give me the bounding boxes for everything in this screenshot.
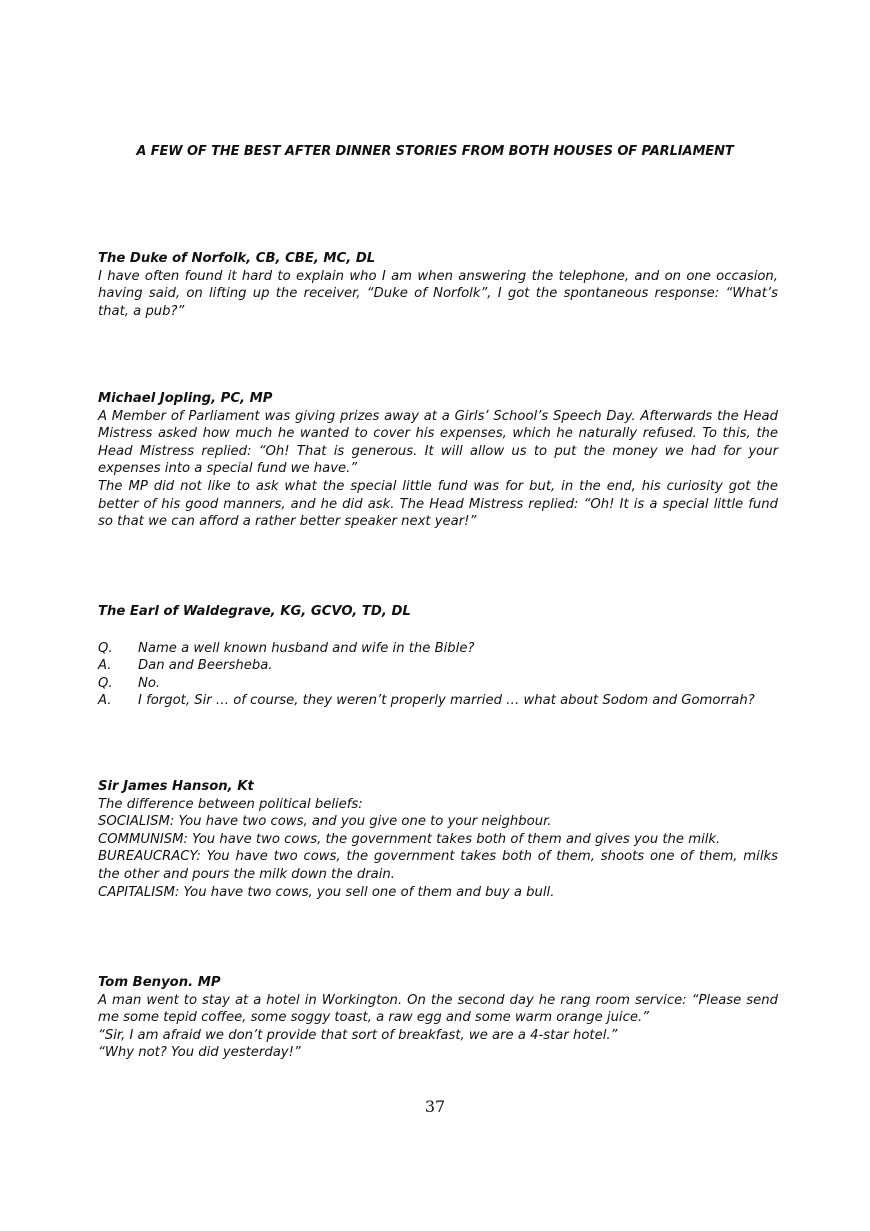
story-waldegrave bbox=[98, 603, 778, 710]
page-number: 37 bbox=[424, 1097, 446, 1116]
qa-marker: Q. bbox=[98, 675, 113, 691]
qa-item bbox=[98, 675, 778, 693]
qa-item bbox=[98, 692, 778, 710]
qa-text: I forgot, Sir … of course, they weren’t properly married … what about Sodom and Gomorrah? bbox=[138, 693, 755, 709]
story-author: Michael Jopling, PC, MP bbox=[98, 391, 273, 406]
story-paragraph: A man went to stay at a hotel in Workington. On the second day he rang room service: “Please send me some tepid coffee, some soggy toast, a raw egg and some warm orange juice.” bbox=[98, 992, 778, 1026]
story-paragraph: SOCIALISM: You have two cows, and you give one to your neighbour. bbox=[98, 814, 552, 830]
qa-marker: A. bbox=[98, 658, 112, 674]
story-paragraph: The difference between political beliefs: bbox=[98, 796, 363, 812]
page-title: A FEW OF THE BEST AFTER DINNER STORIES FROM BOTH HOUSES OF PARLIAMENT bbox=[136, 144, 734, 159]
story-paragraph: A Member of Parliament was giving prizes away at a Girls’ School’s Speech Day. Afterwards the Head Mistress asked how much he wanted to cover his expenses, which he naturally refused. To this, the Head Mistress replied: “Oh! That is generous. It will allow us to put the money we had for your expenses into a special fund we have.” bbox=[98, 408, 778, 477]
story-paragraph: I have often found it hard to explain who I am when answering the telephone, and on one occasion, having said, on lifting up the receiver, “Duke of Norfolk”, I got the spontaneous response: “What’s that, a pub?” bbox=[98, 268, 778, 319]
story-paragraph: “Sir, I am afraid we don’t provide that sort of breakfast, we are a 4-star hotel.” bbox=[98, 1027, 618, 1043]
qa-marker: A. bbox=[98, 693, 112, 709]
qa-item bbox=[98, 657, 778, 675]
story-jopling bbox=[98, 390, 778, 531]
qa-text: Name a well known husband and wife in the Bible? bbox=[138, 640, 475, 656]
story-author: Tom Benyon. MP bbox=[98, 975, 221, 990]
qa-text: No. bbox=[138, 675, 161, 691]
story-paragraph: COMMUNISM: You have two cows, the government takes both of them and gives you the milk. bbox=[98, 831, 721, 847]
story-author: The Earl of Waldegrave, KG, GCVO, TD, DL bbox=[98, 604, 411, 619]
story-paragraph: BUREAUCRACY: You have two cows, the government takes both of them, shoots one of them, milks the other and pours the milk down the drain. bbox=[98, 849, 778, 882]
qa-item bbox=[98, 640, 778, 658]
qa-text: Dan and Beersheba. bbox=[138, 658, 273, 674]
story-author: Sir James Hanson, Kt bbox=[98, 779, 254, 794]
story-paragraph: The MP did not like to ask what the special little fund was for but, in the end, his curiosity got the better of his good manners, and he did ask. The Head Mistress replied: “Oh! It is a special little fund so that we can afford a rather better speaker next year!” bbox=[98, 478, 778, 530]
story-paragraph: CAPITALISM: You have two cows, you sell one of them and buy a bull. bbox=[98, 884, 555, 900]
story-paragraph: “Why not? You did yesterday!” bbox=[98, 1045, 301, 1061]
story-author: The Duke of Norfolk, CB, CBE, MC, DL bbox=[98, 251, 376, 266]
qa-list bbox=[98, 640, 778, 710]
qa-marker: Q. bbox=[98, 640, 113, 656]
story-hanson bbox=[98, 778, 778, 901]
story-benyon bbox=[98, 974, 778, 1062]
story-norfolk bbox=[98, 250, 778, 320]
